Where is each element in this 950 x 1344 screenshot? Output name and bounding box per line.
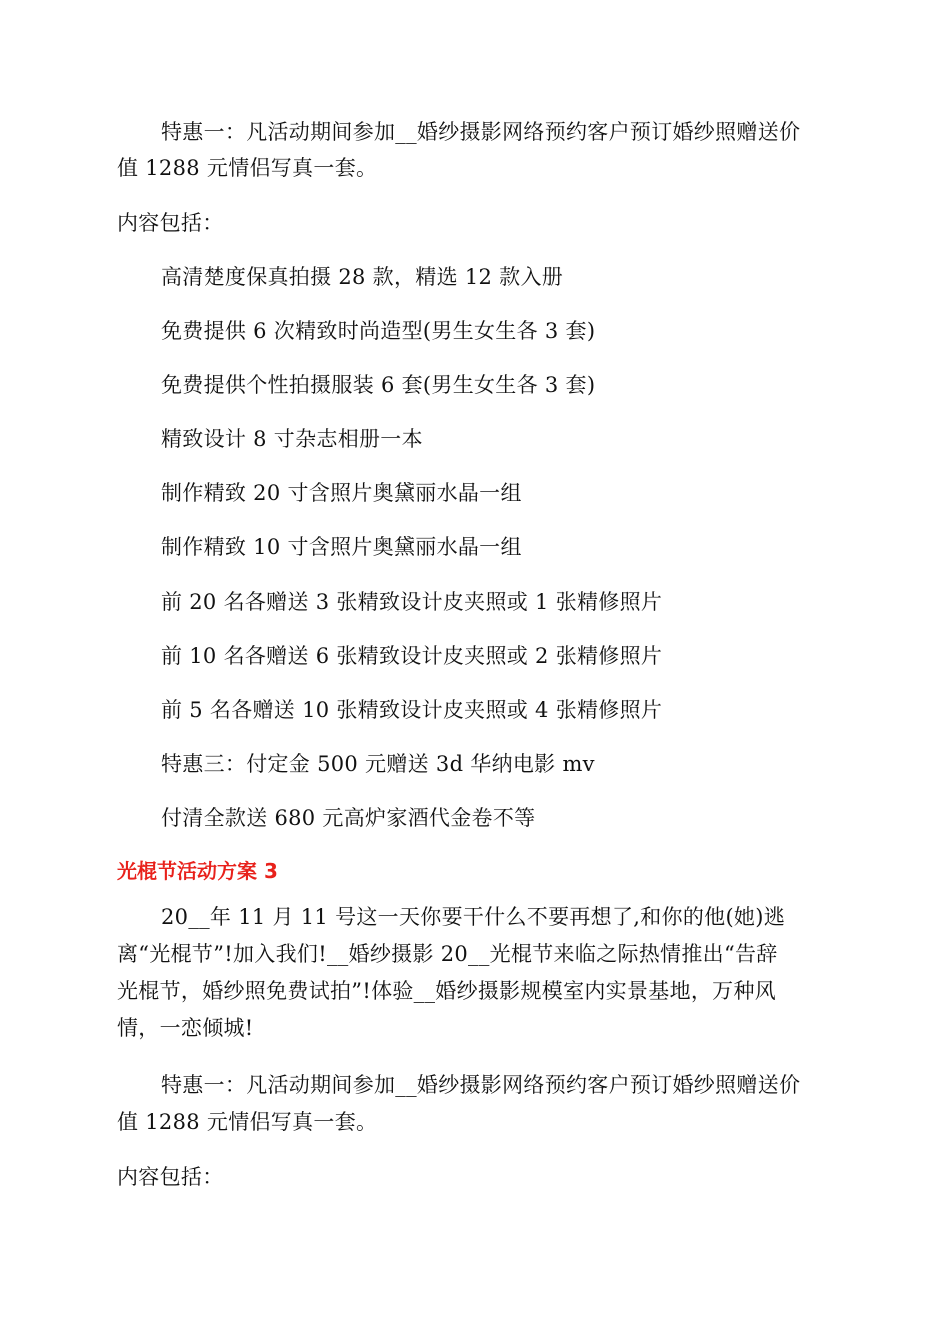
list-item: 前 20 名各赠送 3 张精致设计皮夹照或 1 张精修照片 [161,590,663,614]
intro-line: 情，一恋倾城! [117,1016,254,1040]
list-item: 免费提供个性拍摄服装 6 套(男生女生各 3 套) [161,373,596,397]
contents-label: 内容包括： [117,211,224,235]
section-heading: 光棍节活动方案 3 [117,859,278,883]
list-item: 高清楚度保真拍摄 28 款，精选 12 款入册 [161,265,564,289]
intro-line: 20__年 11 月 11 号这一天你要干什么不要再想了,和你的他(她)逃 [161,905,786,929]
intro-line: 光棍节，婚纱照免费试拍”!体验__婚纱摄影规模室内实景基地，万种风 [117,979,777,1003]
list-item: 免费提供 6 次精致时尚造型(男生女生各 3 套) [161,319,596,343]
list-item: 精致设计 8 寸杂志相册一本 [161,427,423,451]
list-item: 前 5 名各赠送 10 张精致设计皮夹照或 4 张精修照片 [161,698,663,722]
list-item: 特惠三：付定金 500 元赠送 3d 华纳电影 mv [161,752,595,776]
offer1-line1: 特惠一：凡活动期间参加__婚纱摄影网络预约客户预订婚纱照赠送价 [161,120,801,144]
list-item: 制作精致 10 寸含照片奥黛丽水晶一组 [161,535,522,559]
contents-label: 内容包括： [117,1165,224,1189]
list-item: 制作精致 20 寸含照片奥黛丽水晶一组 [161,481,522,505]
list-item: 前 10 名各赠送 6 张精致设计皮夹照或 2 张精修照片 [161,644,663,668]
offer1-line2: 值 1288 元情侣写真一套。 [117,1110,378,1134]
intro-line: 离“光棍节”!加入我们!__婚纱摄影 20__光棍节来临之际热情推出“告辞 [117,942,778,966]
offer1-line2: 值 1288 元情侣写真一套。 [117,156,378,180]
offer1-line1: 特惠一：凡活动期间参加__婚纱摄影网络预约客户预订婚纱照赠送价 [161,1073,801,1097]
list-item: 付清全款送 680 元高炉家酒代金卷不等 [161,806,536,830]
